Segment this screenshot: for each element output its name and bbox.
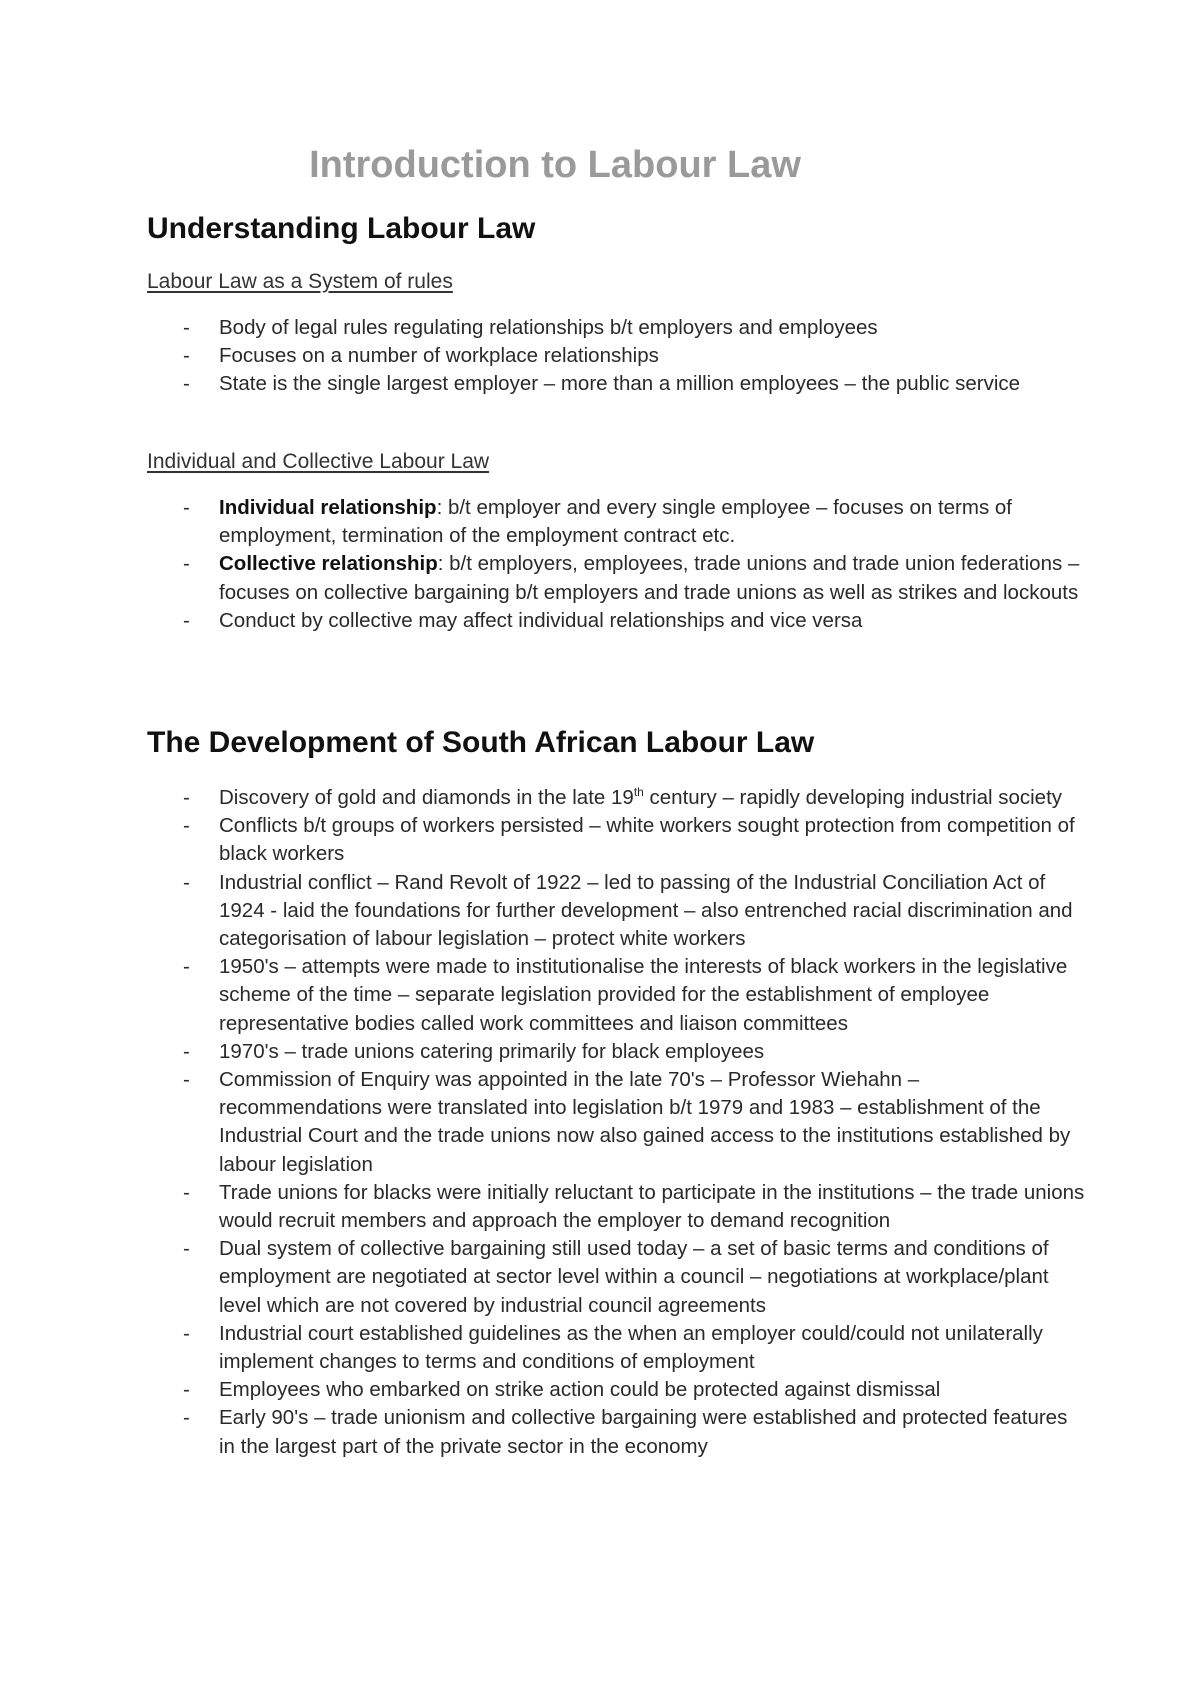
development-list: [147, 784, 1087, 1461]
bullet-marker: -: [183, 1406, 190, 1430]
bullet-marker: -: [183, 955, 190, 979]
bullet-marker: -: [183, 1378, 190, 1402]
list-item: - State is the single largest employer – more than a million employees – the public service: [147, 370, 1087, 398]
list-item: - Early 90's – trade unionism and collective bargaining were established and protected features in the largest part of the private sector in the economy: [183, 1406, 1068, 1458]
list-item: - Industrial court established guidelines as the when an employer could/could not unilaterally implement changes to terms and conditions of employment: [183, 1321, 1043, 1374]
list-item: - Commission of Enquiry was appointed in the late 70's – Professor Wiehahn – recommendations were translated into legislation b/t 1979 and 1983 – establishment of the Industrial Court and the trade unions now also gained access to the institutions established by labour legislation: [183, 1068, 1071, 1176]
list-item: - Focuses on a number of workplace relationships: [147, 342, 1087, 370]
list-item: - 1970's – trade unions catering primarily for black employees: [147, 1038, 1087, 1066]
bullet-marker: -: [183, 316, 190, 339]
list-item: - Conduct by collective may affect individual relationships and vice versa: [147, 607, 1087, 635]
list-item: - Employees who embarked on strike action could be protected against dismissal: [147, 1376, 1087, 1404]
list-item: - Collective relationship: b/t employers, employees, trade unions and trade union federations – focuses on collective bargaining b/t employers and trade unions as well as strikes and lockouts: [183, 552, 1080, 604]
bullet-marker: -: [183, 1180, 190, 1204]
term-collective-relationship: Collective relationship: [219, 552, 438, 576]
list-item: - Conflicts b/t groups of workers persisted – white workers sought protection from competition of black workers: [183, 814, 1075, 866]
list-item: - Industrial conflict – Rand Revolt of 1922 – led to passing of the Industrial Conciliation Act of 1924 - laid the foundations for further development – also entrenched racial discrimination and categorisation of labour legislation – protect white workers: [183, 870, 1073, 951]
section-heading-understanding: Understanding Labour Law: [147, 212, 536, 245]
bullet-marker: -: [183, 344, 190, 368]
bullet-marker: -: [183, 372, 190, 396]
bullet-marker: -: [183, 552, 190, 576]
subheading-system-of-rules: Labour Law as a System of rules: [147, 270, 453, 293]
section-heading-development: The Development of South African Labour Law: [147, 726, 815, 759]
list-item: - Trade unions for blacks were initially reluctant to participate in the institutions – the trade unions would recruit members and approach the employer to demand recognition: [183, 1180, 1085, 1233]
bullet-marker: -: [183, 608, 190, 632]
bullet-marker: -: [183, 1068, 190, 1092]
bullet-marker: -: [183, 786, 190, 809]
list-item: - 1950's – attempts were made to institutionalise the interests of black workers in the legislative scheme of the time – separate legislation provided for the establishment of employee representative bodies called work committees and liaison committees: [183, 955, 1068, 1035]
list-item: - Discovery of gold and diamonds in the late 19th century – rapidly developing industrial society: [147, 784, 1087, 812]
list-item: - Body of legal rules regulating relationships b/t employers and employees: [147, 314, 1087, 342]
system-of-rules-list: [147, 314, 1087, 399]
bullet-marker: -: [183, 1321, 190, 1345]
individual-collective-list: [147, 494, 1087, 635]
term-individual-relationship: Individual relationship: [219, 496, 437, 519]
bullet-marker: -: [183, 870, 190, 894]
bullet-marker: -: [183, 1039, 190, 1063]
bullet-marker: -: [183, 814, 190, 838]
subheading-individual-collective: Individual and Collective Labour Law: [147, 450, 490, 473]
bullet-marker: -: [183, 496, 190, 519]
bullet-marker: -: [183, 1237, 190, 1261]
list-item: - Individual relationship: b/t employer and every single employee – focuses on terms of employment, termination of the employment contract etc.: [183, 496, 1012, 548]
document-title: Introduction to Labour Law: [309, 144, 801, 186]
list-item: - Dual system of collective bargaining still used today – a set of basic terms and conditions of employment are negotiated at sector level within a council – negotiations at workplace/plant level which are not covered by industrial council agreements: [183, 1237, 1049, 1317]
